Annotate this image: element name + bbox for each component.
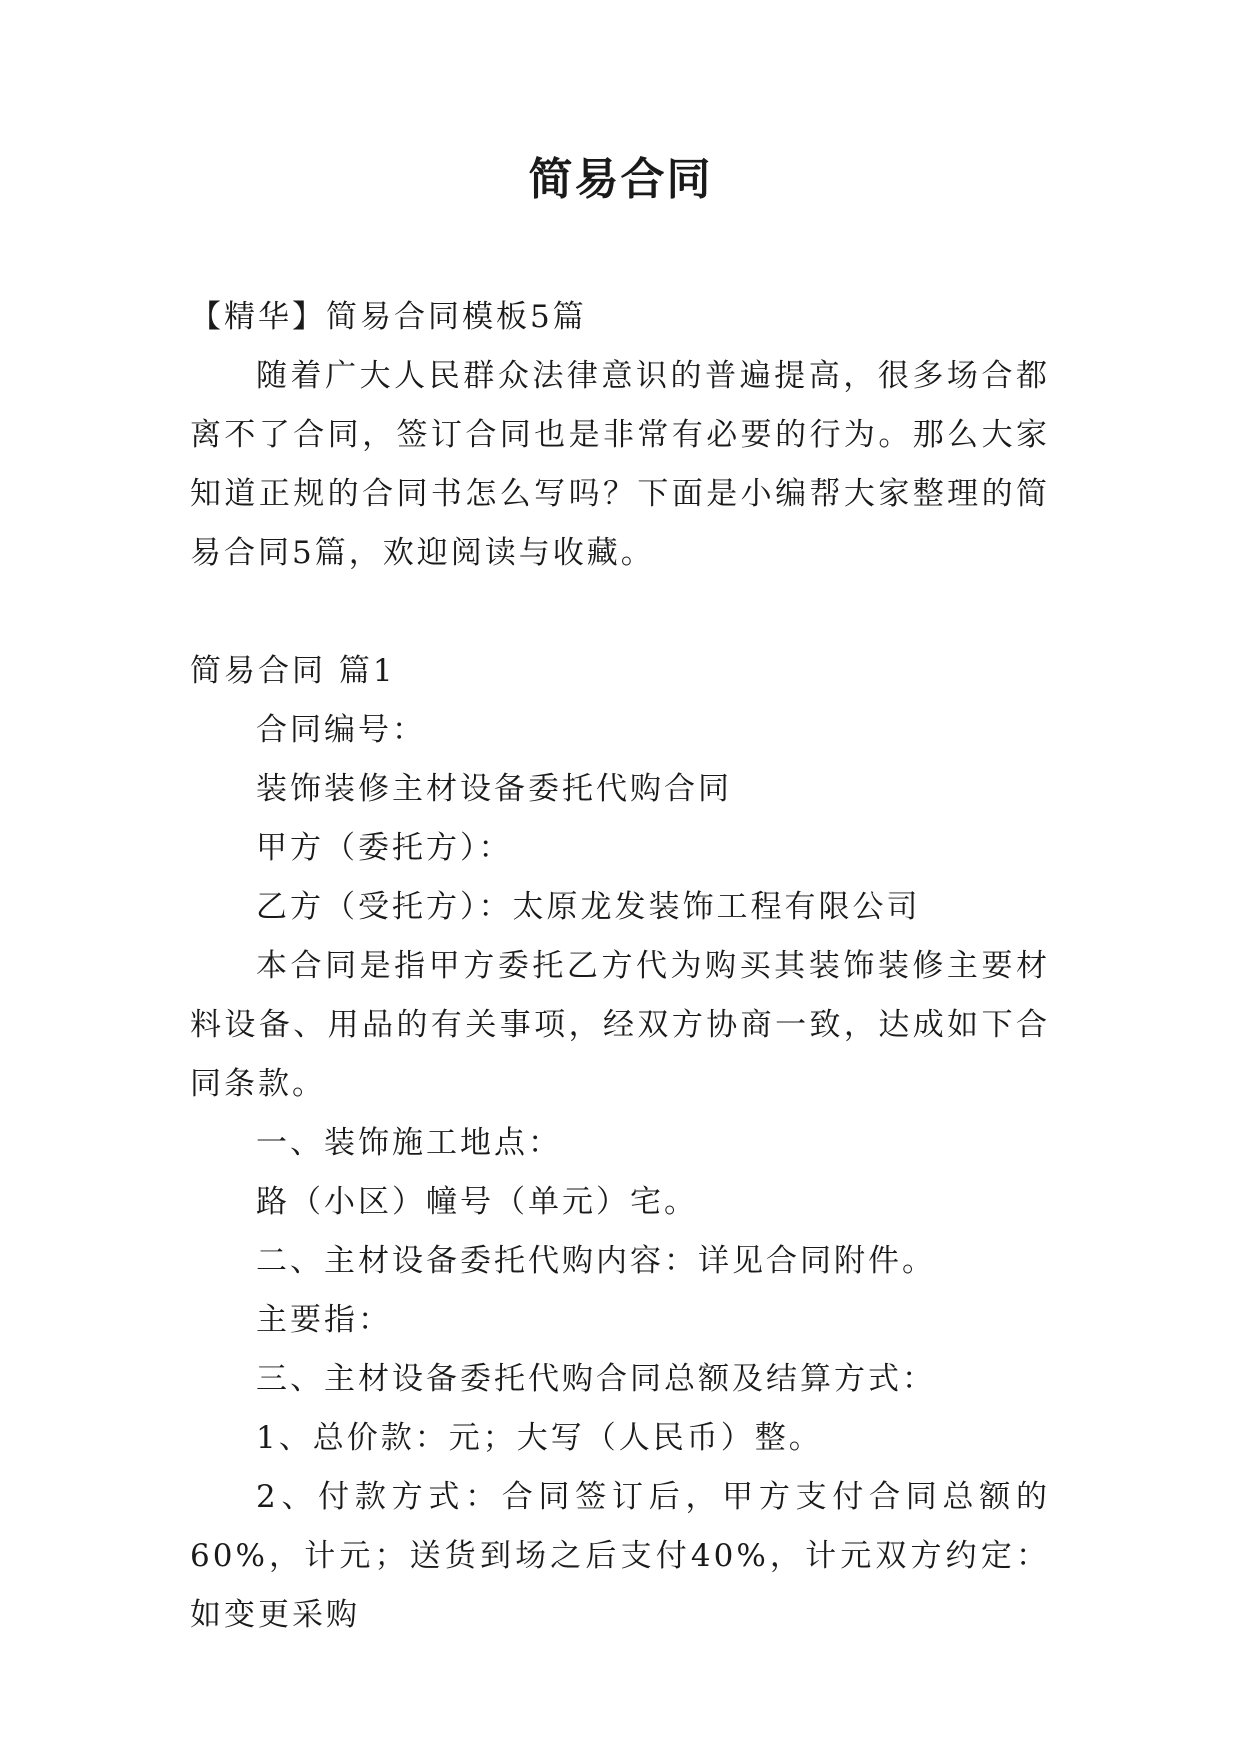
paragraph-spacer — [190, 583, 1050, 642]
clause-2-heading: 二、主材设备委托代购内容：详见合同附件。 — [256, 1243, 936, 1279]
contract-purpose-paragraph: 本合同是指甲方委托乙方代为购买其装饰装修主要材料设备、用品的有关事项，经双方协商一致，达成如下合同条款。 — [190, 948, 1050, 1102]
clause-3-heading: 三、主材设备委托代购合同总额及结算方式： — [256, 1361, 936, 1397]
document-body — [190, 288, 1050, 1645]
payment-method-paragraph: 2、付款方式：合同签订后，甲方支付合同总额的60%，计元；送货到场之后支付40%，计元双方约定：如变更采购 — [190, 1479, 1050, 1633]
section-heading: 简易合同 篇1 — [190, 653, 396, 689]
contract-number-line: 合同编号： — [256, 712, 426, 748]
party-b-line: 乙方（受托方）：太原龙发装饰工程有限公司 — [256, 889, 921, 925]
clause-1-heading: 一、装饰施工地点： — [256, 1125, 562, 1161]
address-line: 路（小区）幢号（单元）宅。 — [256, 1184, 698, 1220]
subtitle: 【精华】简易合同模板5篇 — [190, 299, 587, 335]
document-title: 简易合同 — [528, 154, 713, 205]
main-items-line: 主要指： — [256, 1302, 392, 1338]
total-price-line: 1、总价款：元；大写（人民币）整。 — [256, 1420, 823, 1456]
intro-paragraph: 随着广大人民群众法律意识的普遍提高，很多场合都离不了合同，签订合同也是非常有必要的行为。那么大家知道正规的合同书怎么写吗？下面是小编帮大家整理的简易合同5篇，欢迎阅读与收藏。 — [190, 358, 1050, 571]
party-a-line: 甲方（委托方）： — [256, 830, 513, 866]
contract-name-line: 装饰装修主材设备委托代购合同 — [256, 771, 732, 807]
